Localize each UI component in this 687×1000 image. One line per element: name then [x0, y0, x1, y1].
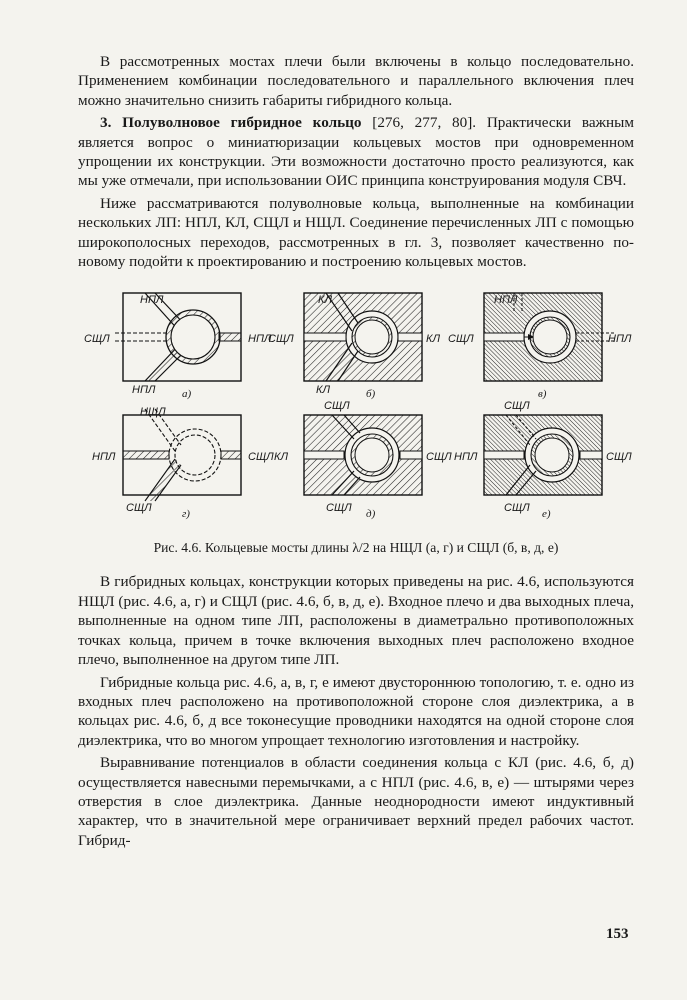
label-b-1: КЛ	[318, 294, 333, 307]
paragraph-2-text: [276, 277, 80]. Практически важным является вопрос о миниатюризации кольцевых мостов при одновременном упрощении их конструкции. Эти возможности достаточно просто реализуются, как мы уже отмечали, при использовании ОИС принципа конструирования модуля СВЧ.	[78, 114, 634, 190]
label-g-4: СЩЛ	[126, 502, 152, 515]
label-v-1: НПЛ	[494, 294, 518, 307]
label-a-1: НПЛ	[140, 294, 164, 307]
figure-diagrams	[78, 283, 634, 533]
book-page	[78, 52, 634, 850]
subfig-v: в)	[538, 388, 547, 401]
label-b-4: КЛ	[426, 333, 441, 346]
label-d-3: СЩЛ	[426, 451, 452, 464]
panel-a	[115, 293, 241, 381]
paragraph-4: В гибридных кольцах, конструкции которых приведены на рис. 4.6, используются НЩЛ (рис. 4.6, а, г) и СЩЛ (рис. 4.6, б, в, д, е). Входное плечо и два выходных плеча, выполненные на одном типе ЛП, расположены в диаметрально противоположных точках кольца, причем в точке включения выходных плеч расположено входное плечо, выполненное на другом типе ЛП.	[78, 573, 634, 669]
subfig-e: е)	[542, 508, 551, 521]
label-a-3: НПЛ	[132, 384, 156, 397]
label-e-1: СЩЛ	[504, 400, 530, 413]
label-d-4: СЩЛ	[326, 502, 352, 515]
label-b-2: СЩЛ	[268, 333, 294, 346]
figure-caption: Рис. 4.6. Кольцевые мосты длины λ/2 на НЩЛ (а, г) и СЩЛ (б, в, д, е)	[153, 540, 559, 556]
paragraph-3: Ниже рассматриваются полуволновые кольца, выполненные на комбинации нескольких ЛП: НПЛ, КЛ, СЩЛ и НЩЛ. Соединение перечисленных ЛП с помощью широкополосных переходов, рассмотренных в гл. 3, позволяет качественно по-новому подойти к проектированию и построению кольцевых мостов.	[78, 194, 634, 271]
figure-4-6	[78, 283, 634, 533]
label-e-3: СЩЛ	[606, 451, 632, 464]
panel-d	[304, 415, 422, 495]
page-number: 153	[606, 926, 629, 942]
section-heading: 3. Полуволновое гибридное кольцо	[100, 114, 362, 132]
paragraph-1: В рассмотренных мостах плечи были включены в кольцо последовательно. Применением комбинации последовательного и параллельного включения плеч можно значительно снизить габариты гибридного кольца.	[78, 53, 634, 109]
panel-e	[484, 415, 602, 495]
label-d-1: СЩЛ	[324, 400, 350, 413]
label-e-2: НПЛ	[454, 451, 478, 464]
label-e-4: СЩЛ	[504, 502, 530, 515]
panel-g	[123, 409, 241, 501]
label-a-2: СЩЛ	[84, 333, 110, 346]
subfig-g: г)	[182, 508, 190, 521]
label-b-3: КЛ	[316, 384, 331, 397]
panel-b	[304, 293, 422, 381]
paragraph-2	[78, 113, 634, 191]
label-g-3: СЩЛ	[248, 451, 274, 464]
label-g-1: НЩЛ	[140, 406, 166, 419]
paragraph-5: Гибридные кольца рис. 4.6, а, в, г, е имеют двустороннюю топологию, т. е. одно из входных плеч расположено на противоположной стороне слоя диэлектрика, а в кольцах рис. 4.6, б, д все токонесущие проводники находятся на одной стороне слоя диэлектрика, что во многом упрощает технологию изготовления и настройку.	[78, 673, 634, 749]
panel-v	[484, 293, 614, 381]
subfig-d: д)	[366, 508, 376, 521]
label-d-2: КЛ	[274, 451, 289, 464]
subfig-b: б)	[366, 388, 376, 401]
label-g-2: НПЛ	[92, 451, 116, 464]
label-a-4: НПЛ	[248, 333, 272, 346]
subfig-a: а)	[182, 388, 192, 401]
paragraph-6: Выравнивание потенциалов в области соединения кольца с КЛ (рис. 4.6, б, д) осуществляется навесными перемычками, а с НПЛ (рис. 4.6, в, е) — штырями через отверстия в слое диэлектрика. Данные неоднородности имеют индуктивный характер, что в значительной мере ограничивает верхний предел рабочих частот. Гибрид-	[78, 754, 634, 849]
label-v-2: СЩЛ	[448, 333, 474, 346]
label-v-3: НПЛ	[608, 333, 632, 346]
